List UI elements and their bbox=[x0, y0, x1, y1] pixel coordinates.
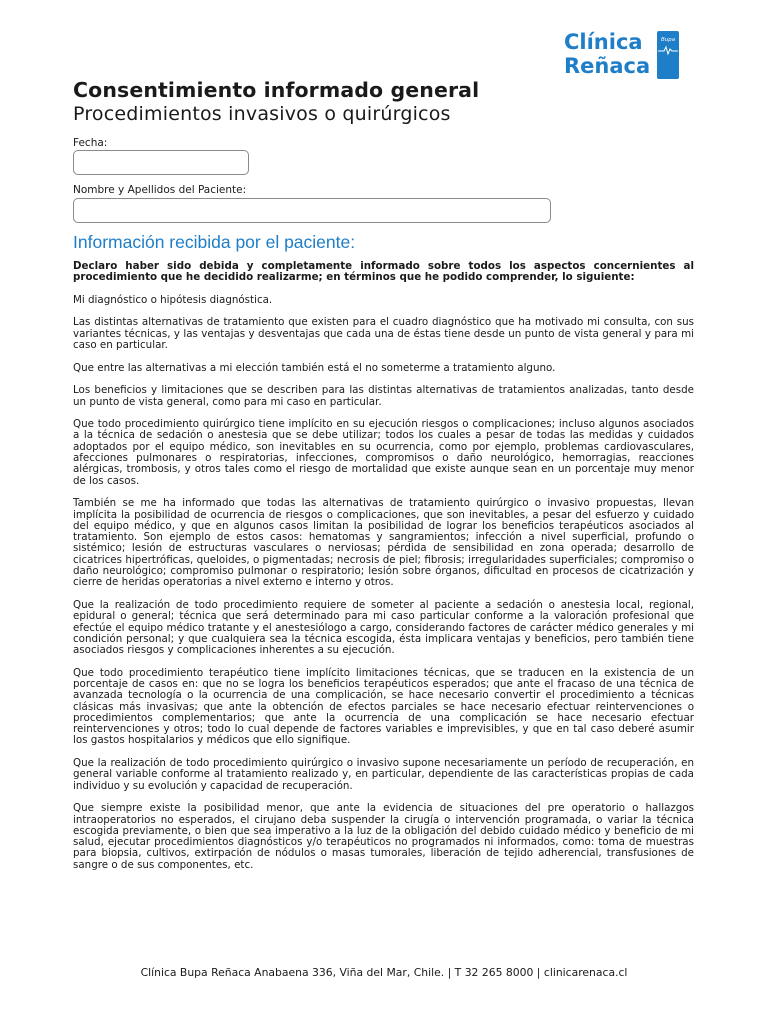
paragraph: Que siempre existe la posibilidad menor, que ante la evidencia de situaciones del pre operatorio o hallazgos intraoperatorios no esperados, el cirujano deba suspender la cirugía o intervención programada, o variar la técnica escogida previamente, o bien que sea imperativo a la luz de la obligación del debido cuidado médico y beneficio de mi salud, ejecutar procedimientos diagnósticos y/o terapéuticos no programados ni informados, como: toma de muestras para biopsia, cultivos, extirpación de nódulos o masas tumorales, liberación de tejido adherencial, transfusiones de sangre o de sus componentes, etc. bbox=[73, 802, 694, 871]
paragraph: Que la realización de todo procedimiento quirúrgico o invasivo supone necesariamente un período de recuperación, en general variable conforme al tratamiento realizado y, en particular, dependiente de las características propias de cada individuo y su evolución y capacidad de recuperación. bbox=[73, 757, 694, 792]
paragraph: Que todo procedimiento terapéutico tiene implícito limitaciones técnicas, que se traducen en la existencia de un porcentaje de casos en: que no se logra los beneficios terapéuticos esperados; que ante el fracaso de una técnica de avanzada tecnología o la ocurrencia de una complicación, se hace necesario convertir el procedimiento a técnicas clásicas más invasivas; que ante la obtención de efectos parciales se hace necesario efectuar reintervenciones o procedimientos complementarios; que ante la ocurrencia de una complicación se hace necesario efectuar reintervenciones y otros; todo lo cual depende de factores variables e imprevisibles, y que en tal caso deberé asumir los gastos hospitalarios y médicos que ello signifique. bbox=[73, 666, 694, 747]
heartbeat-icon bbox=[658, 45, 678, 55]
paragraph: Que la realización de todo procedimiento requiere de someter al paciente a sedación o anestesia local, regional, epidural o general; técnica que será determinado para mi caso particular conforme a la valoración profesional que efectúe el equipo médico tratante y el anestesiólogo a cargo, considerando factores de carácter médico generales y mi condición personal; y que cualquiera sea la técnica escogida, ésta implicara ventajas y beneficios, pero también tiene asociados riesgos y complicaciones inherentes a su ejecución. bbox=[73, 598, 694, 657]
consent-body bbox=[73, 261, 694, 882]
section-heading: Información recibida por el paciente: bbox=[73, 232, 356, 252]
footer-address: Clínica Bupa Reñaca Anabaena 336, Viña del Mar, Chile. | T 32 265 8000 | clinicarenaca.cl bbox=[140, 966, 628, 979]
bupa-badge-text: Bupa bbox=[660, 37, 676, 43]
brand-name-line1: Clínica bbox=[564, 30, 643, 54]
paragraph: Los beneficios y limitaciones que se describen para las distintas alternativas de tratamientos analizadas, tanto desde un punto de vista general, como para mi caso en particular. bbox=[73, 384, 694, 408]
page-subtitle: Procedimientos invasivos o quirúrgicos bbox=[73, 103, 451, 125]
brand-logo bbox=[564, 30, 714, 82]
date-field[interactable] bbox=[73, 150, 249, 175]
paragraph: Que entre las alternativas a mi elección también está el no someterme a tratamiento alguno. bbox=[73, 361, 556, 374]
paragraph: También se me ha informado que todas las alternativas de tratamiento quirúrgico o invasivo propuestas, llevan implícita la posibilidad de ocurrencia de riesgos o complicaciones, que son inevitables, a pesar del esfuerzo y cuidado del equipo médico, y que en algunos casos limitan la posibilidad de lograr los beneficios terapéuticos asociados al tratamiento. Son ejemplo de estos casos: hematomas y sangramientos; infección a nivel superficial, profundo o sistémico; lesión de estructuras vasculares o nerviosas; pérdida de sensibilidad en zona operada; desarrollo de cicatrices hipertróficas, queloides, o pigmentadas; necrosis de piel; fibrosis; irregularidades superficiales; compromiso o daño neurológico; compromiso pulmonar o respiratorio; lesión sobre órganos, dificultad en procesos de cicatrización y cierre de heridas operatorias a nivel externo e interno y otros. bbox=[73, 497, 694, 589]
date-label: Fecha: bbox=[73, 137, 108, 149]
bupa-badge bbox=[657, 31, 679, 79]
paragraph: Las distintas alternativas de tratamiento que existen para el cuadro diagnóstico que ha motivado mi consulta, con sus variantes técnicas, y las ventajas y desventajas que cada una de éstas tiene desde un punto de vista general y para mi caso en particular. bbox=[73, 316, 694, 352]
page-title: Consentimiento informado general bbox=[73, 78, 480, 102]
paragraph: Mi diagnóstico o hipótesis diagnóstica. bbox=[73, 293, 273, 306]
paragraph-intro: Declaro haber sido debida y completamente informado sobre todos los aspectos concernientes al procedimiento que he decidido realizarme; en términos que he podido comprender, lo siguiente: bbox=[73, 260, 694, 284]
brand-name-line2: Reñaca bbox=[564, 54, 651, 78]
patient-name-label: Nombre y Apellidos del Paciente: bbox=[73, 184, 247, 196]
patient-name-field[interactable] bbox=[73, 198, 551, 223]
brand-name bbox=[564, 30, 650, 78]
paragraph: Que todo procedimiento quirúrgico tiene implícito en su ejecución riesgos o complicaciones; incluso algunos asociados a la técnica de sedación o anestesia que se debe utilizar; todos los cuales a pesar de todas las medidas y cuidados adoptados por el equipo médico, son inevitables en su ocurrencia, como por ejemplo, problemas cardiovasculares, afecciones pulmonares o respiratorias, infecciones, compromisos o daño neurológico, hemorragias, reacciones alérgicas, trombosis, y otros tales como el riesgo de mortalidad que existe aunque sean en un porcentaje muy menor de los casos. bbox=[73, 418, 694, 487]
